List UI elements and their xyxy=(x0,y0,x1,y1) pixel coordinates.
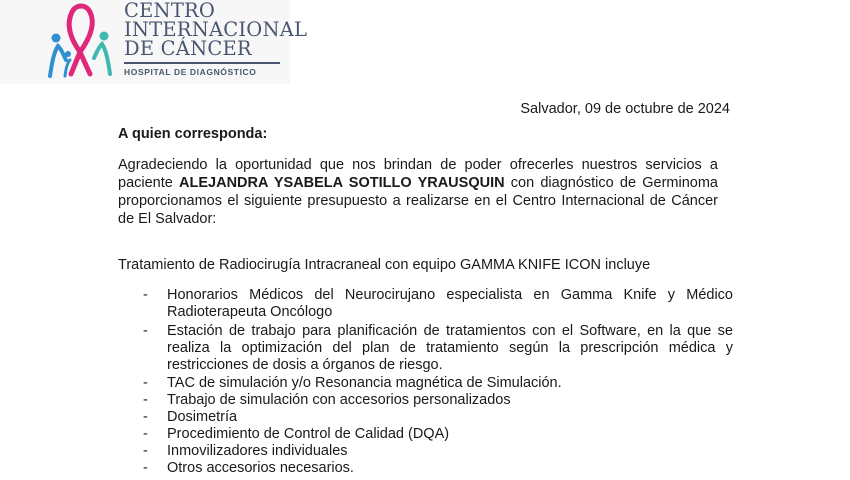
logo-divider xyxy=(124,62,280,64)
list-item-text: Honorarios Médicos del Neurocirujano especialista en Gamma Knife y Médico Radioterapeuta Oncólogo xyxy=(167,287,733,320)
logo-subtitle: HOSPITAL DE DIAGNÓSTICO xyxy=(124,66,257,77)
bullet-dash: - xyxy=(143,323,148,339)
bullet-dash: - xyxy=(143,287,148,303)
bullet-dash: - xyxy=(143,443,148,459)
bullet-dash: - xyxy=(143,426,148,442)
list-item-text: TAC de simulación y/o Resonancia magnética de Simulación. xyxy=(167,375,562,391)
list-item-text: Estación de trabajo para planificación de tratamientos con el Software, en la que se realiza la optimización del plan de tratamiento según la prescripción médica y restricciones de dosis a órganos de riesgo. xyxy=(167,323,733,373)
intro-text-2: con diagnóstico de Germinoma proporcionamos el siguiente presupuesto a realizarse en el Centro Internacional de Cáncer de El Salvador: xyxy=(118,175,718,227)
list-item-text: Inmovilizadores individuales xyxy=(167,443,348,459)
logo-wordmark xyxy=(124,0,307,77)
letter-greeting: A quien corresponda: xyxy=(118,126,268,142)
ribbon-people-icon xyxy=(44,0,116,80)
logo xyxy=(0,0,308,84)
list-item-text: Trabajo de simulación con accesorios personalizados xyxy=(167,392,511,408)
bullet-dash: - xyxy=(143,392,148,408)
logo-line-3: DE CÁNCER xyxy=(124,37,252,60)
bullet-dash: - xyxy=(143,375,148,391)
treatment-title: Tratamiento de Radiocirugía Intracraneal con equipo GAMMA KNIFE ICON incluye xyxy=(118,257,651,273)
logo-line-1: CENTRO xyxy=(124,0,216,22)
intro-text-1: Agradeciendo la oportunidad que nos brindan de poder ofrecerles nuestros servicios a paciente xyxy=(118,157,718,191)
logo-line-2: INTERNACIONAL xyxy=(124,18,308,41)
list-item-text: Procedimiento de Control de Calidad (DQA) xyxy=(167,426,450,442)
list-item-text: Otros accesorios necesarios. xyxy=(167,460,354,476)
bullet-dash: - xyxy=(143,460,148,476)
patient-name: ALEJANDRA YSABELA SOTILLO YRAUSQUIN xyxy=(179,175,505,191)
letter-date: Salvador, 09 de octubre de 2024 xyxy=(520,101,730,117)
bullet-dash: - xyxy=(143,409,148,425)
list-item-text: Dosimetría xyxy=(167,409,238,425)
intro-paragraph xyxy=(118,156,718,228)
